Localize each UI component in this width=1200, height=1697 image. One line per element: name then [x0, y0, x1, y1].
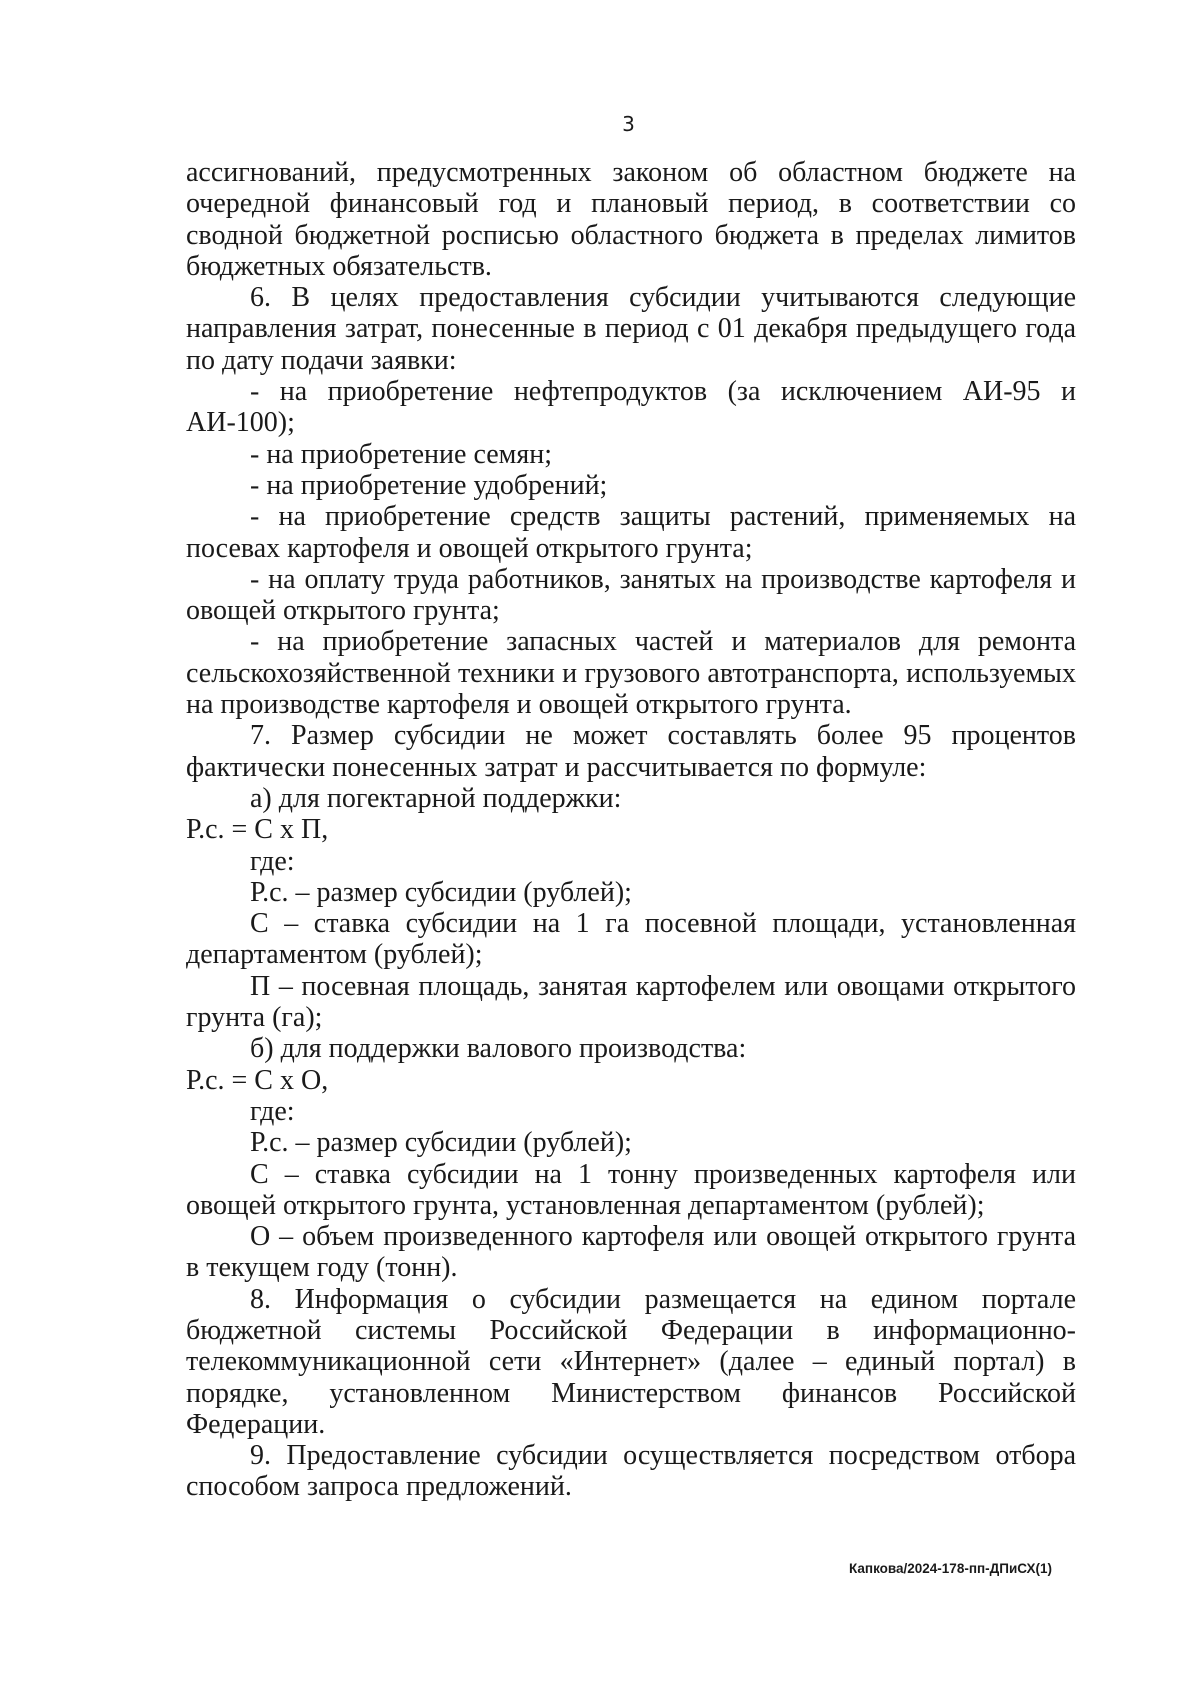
paragraph-7b-gross-production: б) для поддержки валового производства:: [250, 1033, 747, 1065]
list-item-fertilizers: - на приобретение удобрений;: [250, 469, 608, 501]
paragraph-budget-allocations: ассигнований, предусмотренных законом об областном бюджете на очередной финансовый год и плановый период, в соответствии со сводной бюджетной росписью областного бюджета в пределах лимитов бюджетных обязательств.: [186, 157, 1076, 282]
list-item-seeds: - на приобретение семян;: [250, 438, 552, 470]
list-item-spare-parts: - на приобретение запасных частей и материалов для ремонта сельскохозяйственной техники и грузового автотранспорта, используемых на производстве картофеля и овощей открытого грунта.: [186, 626, 1076, 721]
document-body: [186, 157, 1076, 1503]
formula-gross-production: Р.с. = С х О,: [186, 1064, 329, 1096]
definition-rs-2: Р.с. – размер субсидии (рублей);: [250, 1127, 632, 1159]
paragraph-9-selection-method: 9. Предоставление субсидии осуществляется посредством отбора способом запроса предложений.: [186, 1440, 1076, 1503]
formula-per-hectare: Р.с. = С х П,: [186, 814, 329, 846]
document-reference-code: Капкова/2024-178-пп-ДПиСХ(1): [849, 1561, 1052, 1576]
paragraph-7-subsidy-size: 7. Размер субсидии не может составлять более 95 процентов фактически понесенных затрат и рассчитывается по формуле:: [186, 720, 1076, 783]
where-label-1: где:: [250, 845, 295, 877]
definition-c-2: С – ставка субсидии на 1 тонну произведенных картофеля или овощей открытого грунта, установленная департаментом (рублей);: [186, 1158, 1076, 1221]
definition-c-1: С – ставка субсидии на 1 га посевной площади, установленная департаментом (рублей);: [186, 908, 1076, 971]
paragraph-6-cost-directions: 6. В целях предоставления субсидии учитываются следующие направления затрат, понесенные в период с 01 декабря предыдущего года по дату подачи заявки:: [186, 282, 1076, 376]
list-item-labor-payment: - на оплату труда работников, занятых на производстве картофеля и овощей открытого грунта;: [186, 563, 1076, 627]
list-item-oil-products: - на приобретение нефтепродуктов (за исключением АИ-95 и АИ-100);: [186, 376, 1076, 439]
definition-rs-1: Р.с. – размер субсидии (рублей);: [250, 876, 632, 908]
definition-p: П – посевная площадь, занятая картофелем или овощами открытого грунта (га);: [186, 970, 1076, 1034]
where-label-2: где:: [250, 1095, 295, 1127]
definition-o: О – объем произведенного картофеля или овощей открытого грунта в текущем году (тонн).: [186, 1221, 1076, 1284]
paragraph-8-information-portal: 8. Информация о субсидии размещается на едином портале бюджетной системы Российской Федерации в информационно-телекоммуникационной сети «Интернет» (далее – единый портал) в порядке, установленном Министерством финансов Российской Федерации.: [186, 1283, 1076, 1440]
list-item-plant-protection: - на приобретение средств защиты растений, применяемых на посевах картофеля и овощей открытого грунта;: [186, 501, 1076, 564]
paragraph-7a-per-hectare: а) для погектарной поддержки:: [250, 782, 622, 814]
page-number: 3: [622, 112, 635, 136]
